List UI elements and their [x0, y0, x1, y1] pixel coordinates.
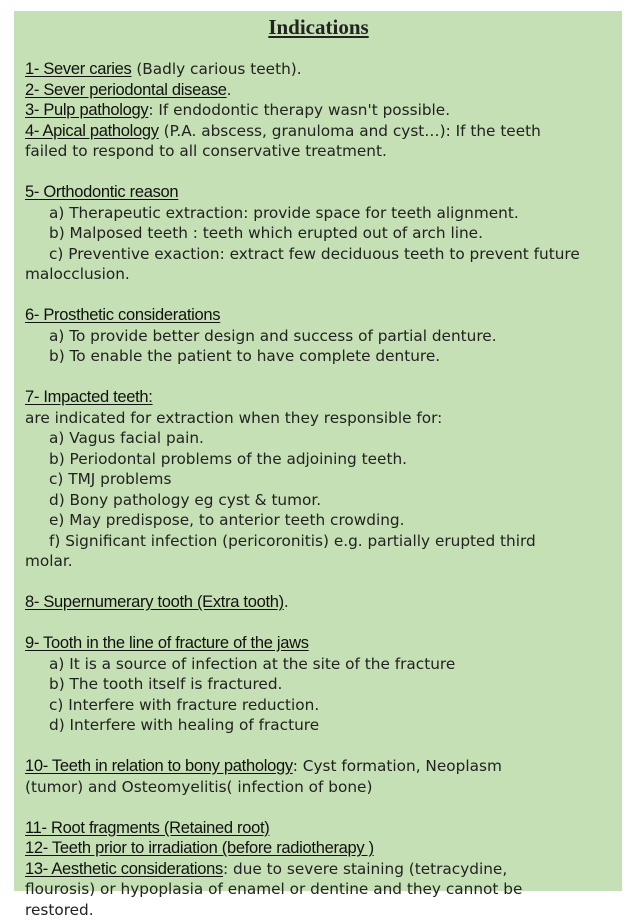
- item-5: [25, 182, 612, 203]
- item-heading: 13- Aesthetic considerations: [25, 860, 223, 878]
- item-10-cont: (tumor) and Osteomyelitis( infection of bone): [25, 777, 612, 798]
- sub-item: d) Bony pathology eg cyst & tumor.: [25, 490, 612, 511]
- item-text: : If endodontic therapy wasn't possible.: [148, 101, 450, 119]
- item-12: [25, 838, 612, 859]
- sub-item: c) TMJ problems: [25, 469, 612, 490]
- item-heading: 12- Teeth prior to irradiation (before radiotherapy ): [25, 839, 374, 857]
- sub-item: e) May predispose, to anterior teeth crowding.: [25, 510, 612, 531]
- item-text: (Badly carious teeth).: [131, 60, 301, 78]
- item-13: [25, 859, 612, 880]
- sub-item-cont: molar.: [25, 551, 612, 572]
- item-text: : Cyst formation, Neoplasm: [293, 757, 502, 775]
- sub-item: a) It is a source of infection at the site of the fracture: [25, 654, 612, 675]
- item-7-intro: are indicated for extraction when they responsible for:: [25, 408, 612, 429]
- item-text: .: [227, 81, 232, 99]
- item-heading: 11- Root fragments (Retained root): [25, 819, 269, 837]
- item-heading: 8- Supernumerary tooth (Extra tooth): [25, 593, 284, 611]
- item-text: .: [284, 593, 289, 611]
- sub-item: b) Malposed teeth : teeth which erupted out of arch line.: [25, 223, 612, 244]
- sub-item: c) Interfere with fracture reduction.: [25, 695, 612, 716]
- item-heading: 10- Teeth in relation to bony pathology: [25, 757, 293, 775]
- sub-item: b) To enable the patient to have complete denture.: [25, 346, 612, 367]
- item-heading: 4- Apical pathology: [25, 122, 159, 140]
- item-heading: 5- Orthodontic reason: [25, 183, 178, 201]
- item-heading: 6- Prosthetic considerations: [25, 306, 220, 324]
- sub-item: c) Preventive exaction: extract few deciduous teeth to prevent future: [25, 244, 612, 265]
- item-heading: 1- Sever caries: [25, 60, 131, 78]
- item-4-cont: failed to respond to all conservative treatment.: [25, 141, 612, 162]
- item-text: (P.A. abscess, granuloma and cyst…): If the teeth: [159, 122, 541, 140]
- item-11: [25, 818, 612, 839]
- item-heading: 7- Impacted teeth:: [25, 388, 153, 406]
- item-1: [25, 59, 612, 80]
- page-title: Indications: [25, 15, 612, 39]
- sub-item: b) The tooth itself is fractured.: [25, 674, 612, 695]
- item-6: [25, 305, 612, 326]
- sub-item: a) Vagus facial pain.: [25, 428, 612, 449]
- item-13-cont: restored.: [25, 900, 612, 920]
- item-7: [25, 387, 612, 408]
- item-text: : due to severe staining (tetracydine,: [223, 860, 507, 878]
- sub-item: d) Interfere with healing of fracture: [25, 715, 612, 736]
- sub-item: f) Significant infection (pericoronitis) e.g. partially erupted third: [25, 531, 612, 552]
- sub-item: b) Periodontal problems of the adjoining teeth.: [25, 449, 612, 470]
- item-13-cont: flourosis) or hypoplasia of enamel or dentine and they cannot be: [25, 879, 612, 900]
- item-9: [25, 633, 612, 654]
- item-10: [25, 756, 612, 777]
- item-heading: 2- Sever periodontal disease: [25, 81, 227, 99]
- item-heading: 3- Pulp pathology: [25, 101, 148, 119]
- sub-item: a) Therapeutic extraction: provide space for teeth alignment.: [25, 203, 612, 224]
- item-2: [25, 80, 612, 101]
- item-heading: 9- Tooth in the line of fracture of the jaws: [25, 634, 309, 652]
- sub-item: a) To provide better design and success of partial denture.: [25, 326, 612, 347]
- item-8: [25, 592, 612, 613]
- item-4: [25, 121, 612, 142]
- sub-item-cont: malocclusion.: [25, 264, 612, 285]
- item-3: [25, 100, 612, 121]
- content-panel: [14, 11, 622, 891]
